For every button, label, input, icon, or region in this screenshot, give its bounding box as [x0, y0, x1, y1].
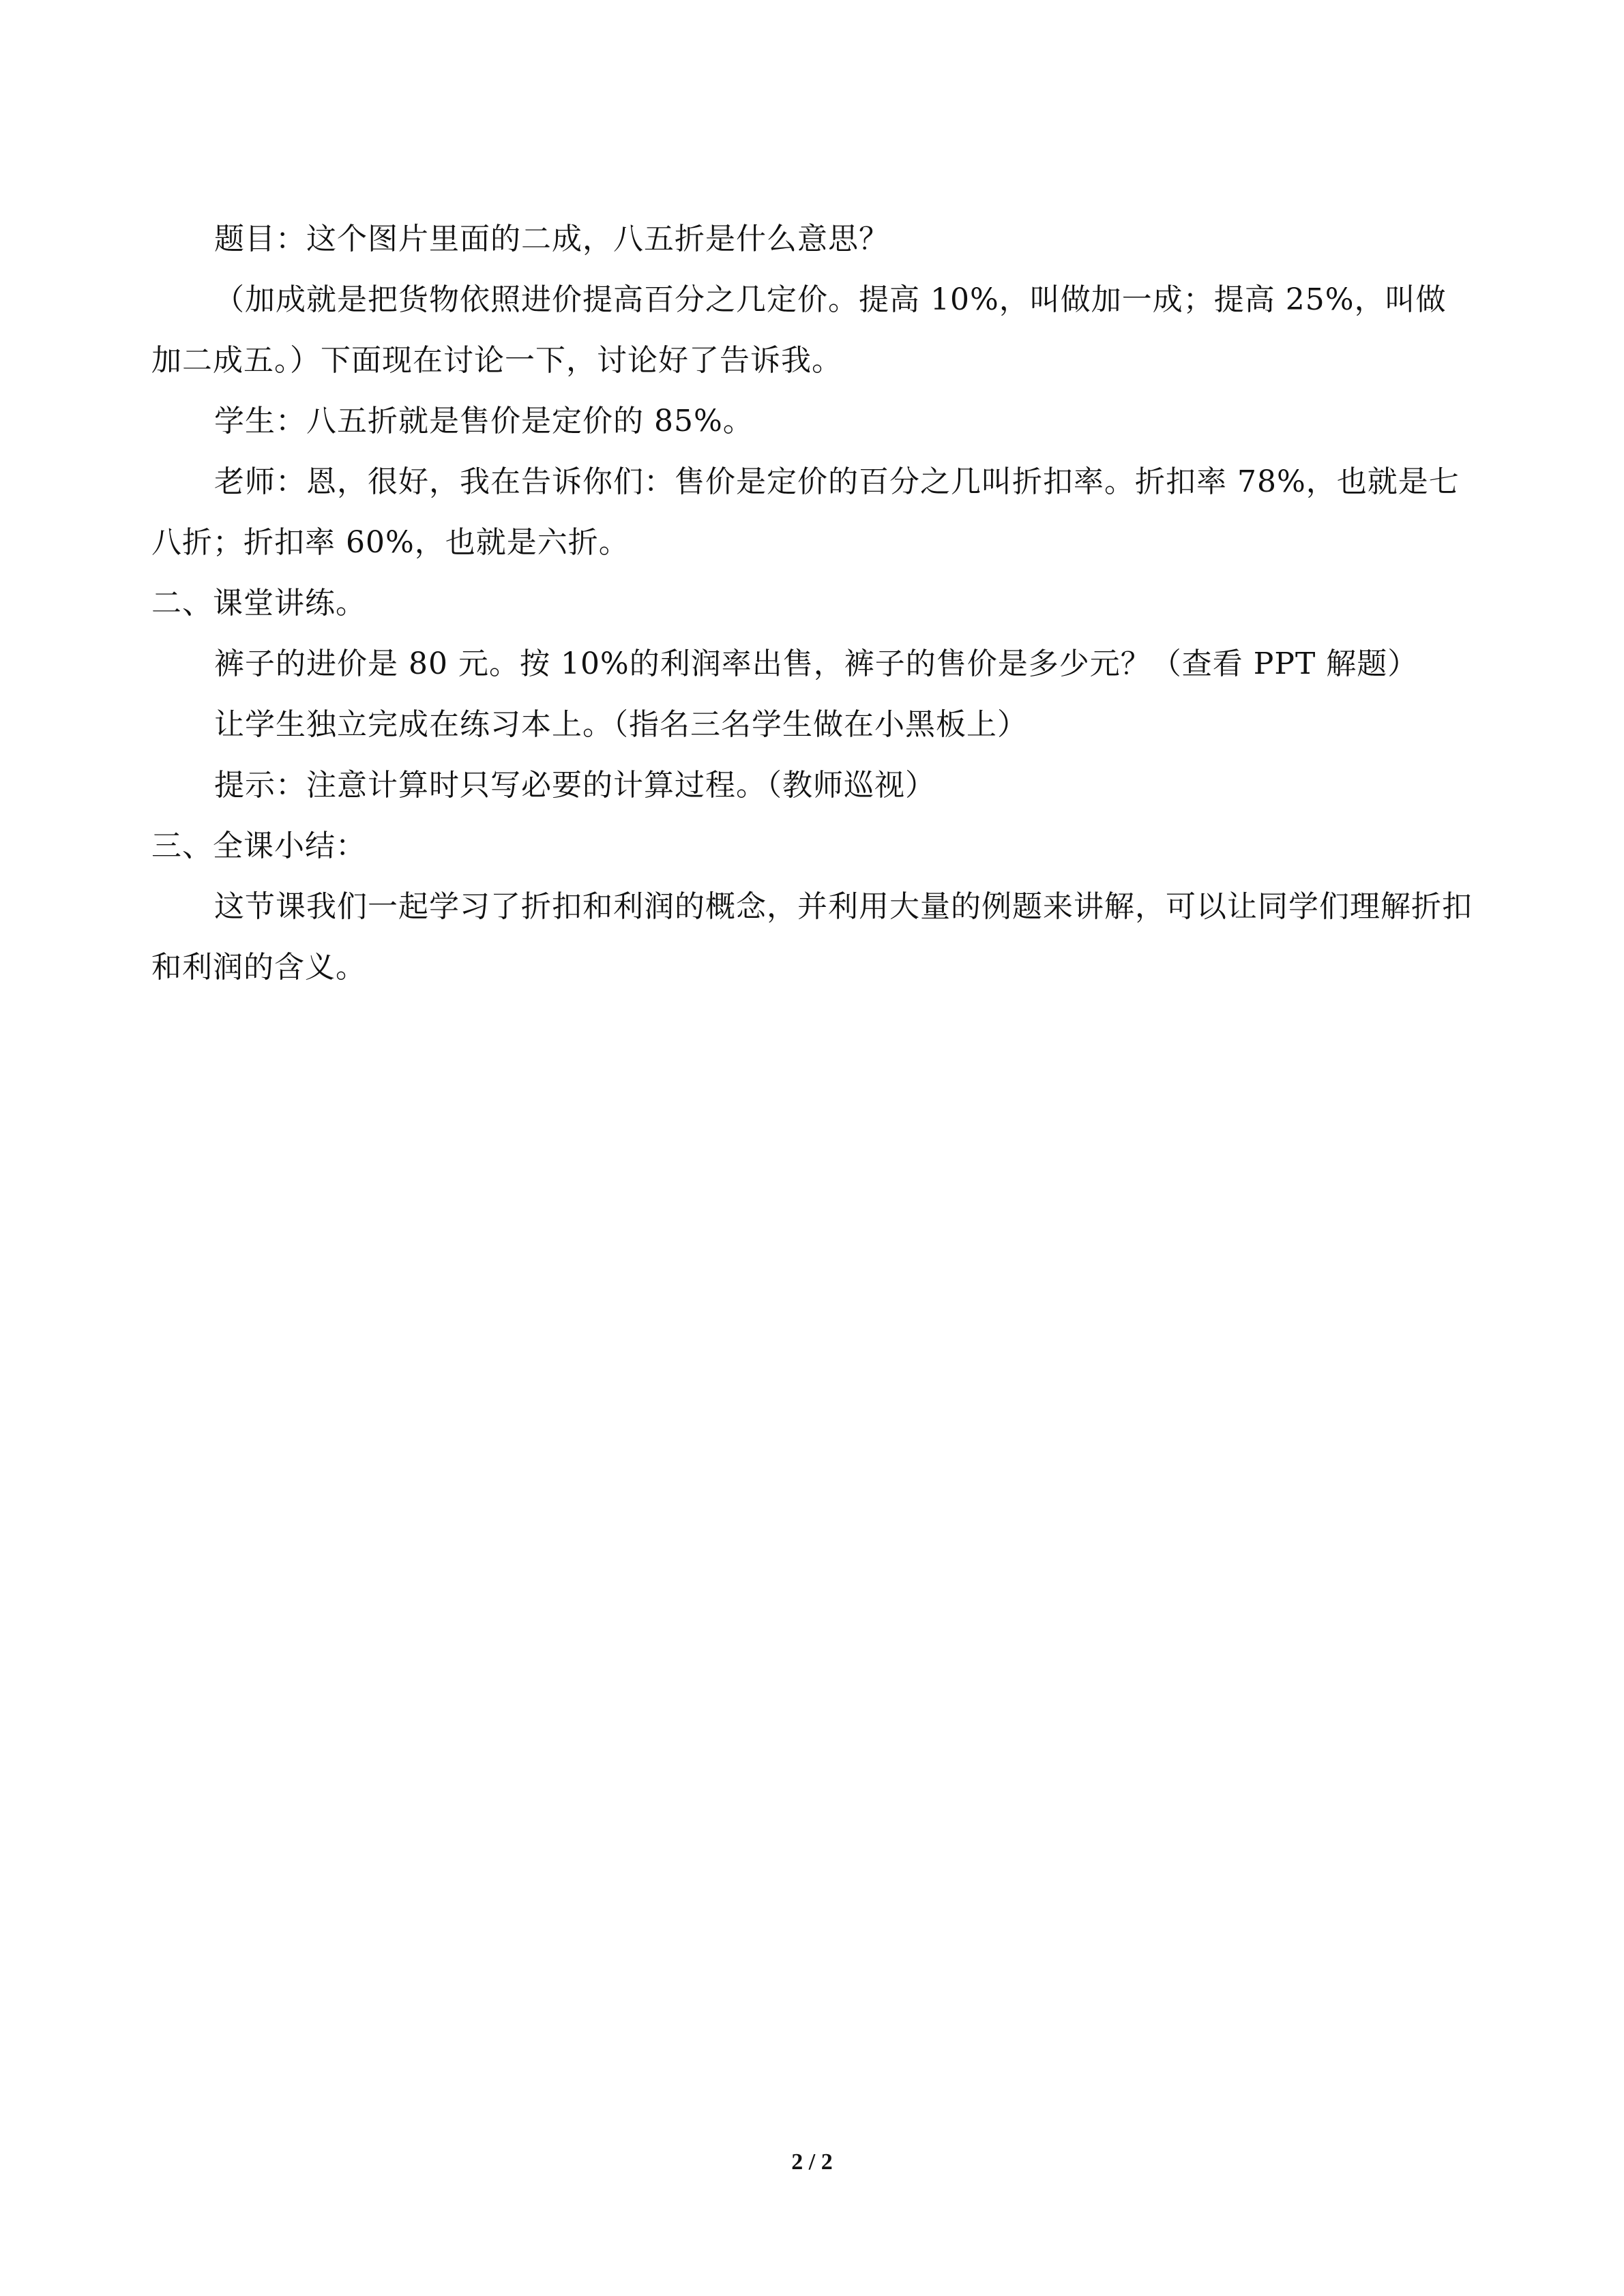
question-paragraph: 题目：这个图片里面的二成，八五折是什么意思？ — [214, 222, 889, 256]
section-heading-practice: 二、课堂讲练。 — [151, 586, 366, 621]
section-heading-summary: 三、全课小结： — [151, 829, 366, 863]
practice-instruction-paragraph: 让学生独立完成在练习本上。（指名三名学生做在小黑板上） — [214, 707, 1028, 742]
summary-paragraph: 这节课我们一起学习了折扣和利润的概念，并利用大量的例题来讲解，可以让同学们理解折扣和利润的含义。 — [151, 889, 1473, 985]
student-answer-paragraph: 学生：八五折就是售价是定价的 85%。 — [214, 404, 754, 438]
document-body — [151, 209, 1475, 998]
markup-explanation-paragraph: （加成就是把货物依照进价提高百分之几定价。提高 10%，叫做加一成；提高 25%，叫做加二成五。）下面现在讨论一下，讨论好了告诉我。 — [151, 282, 1447, 378]
page-number: 2 / 2 — [791, 2149, 833, 2175]
practice-problem-paragraph: 裤子的进价是 80 元。按 10%的利润率出售，裤子的售价是多少元？（查看 PPT 解题） — [214, 646, 1419, 681]
teacher-reply-paragraph: 老师：恩，很好，我在告诉你们：售价是定价的百分之几叫折扣率。折扣率 78%，也就是七八折；折扣率 60%，也就是六折。 — [151, 464, 1460, 560]
practice-hint-paragraph: 提示：注意计算时只写必要的计算过程。（教师巡视） — [214, 768, 936, 803]
